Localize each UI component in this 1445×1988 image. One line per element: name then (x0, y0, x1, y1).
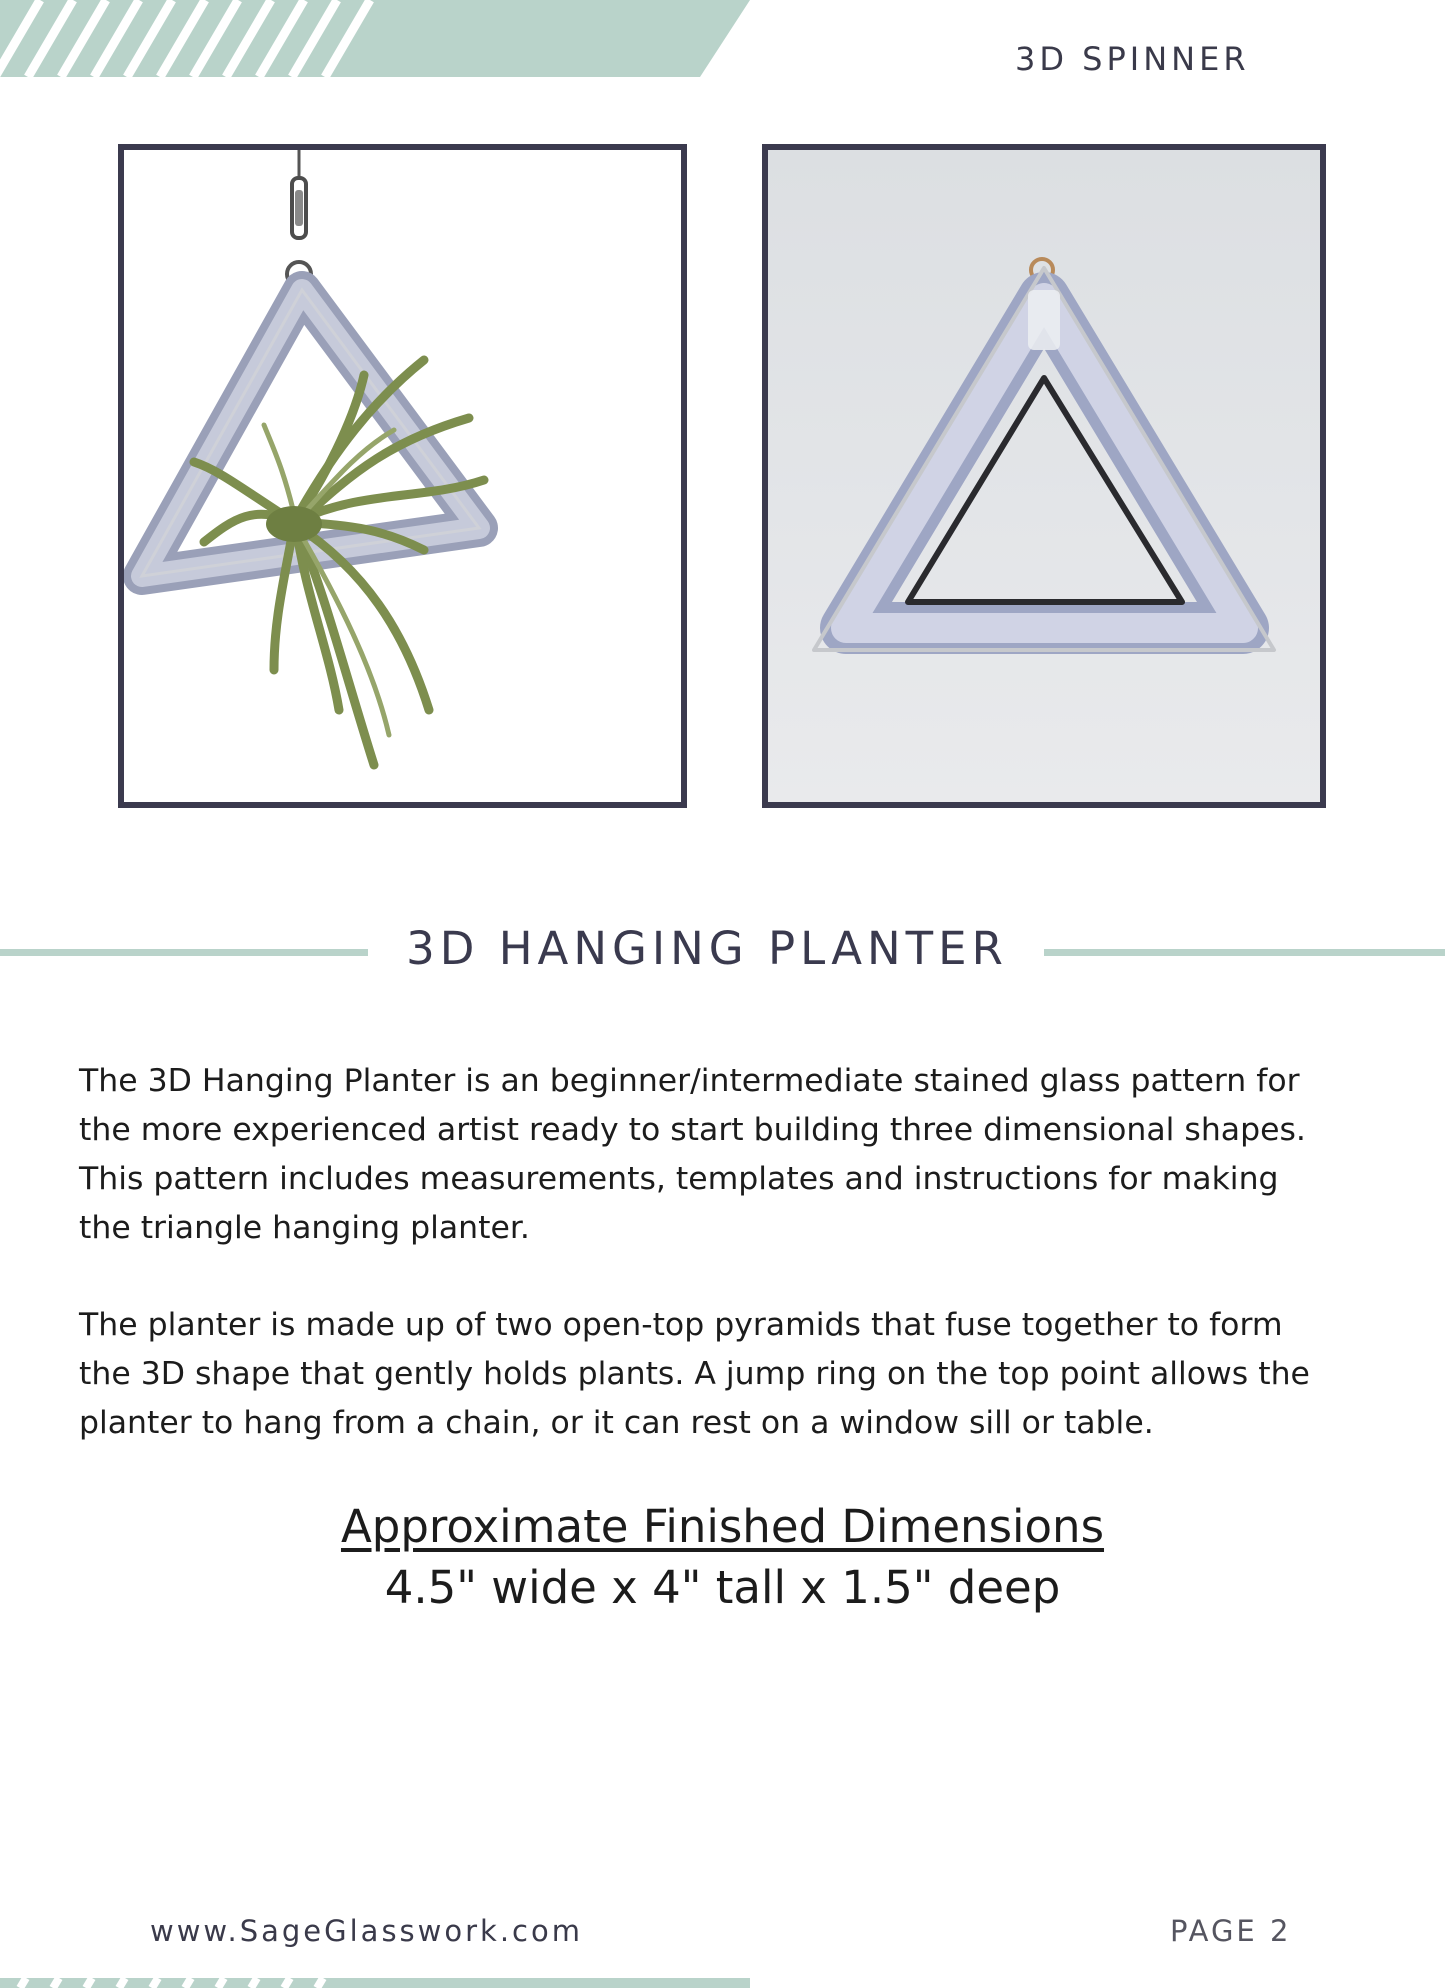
section-rule-left (0, 949, 368, 956)
description-paragraph-1 (79, 1057, 1379, 1253)
footer-website-link[interactable]: www.SageGlasswork.com (150, 1914, 583, 1948)
section-rule-right (1044, 949, 1445, 956)
footer-banner (0, 1978, 750, 1988)
header-banner (0, 0, 750, 77)
description-paragraph-2 (79, 1301, 1379, 1448)
page-number: PAGE 2 (1170, 1914, 1292, 1948)
paragraph-line: the 3D shape that gently holds plants. A jump ring on the top point allows the (79, 1356, 1310, 1392)
paragraph-line: The planter is made up of two open-top pyramids that fuse together to form (79, 1307, 1283, 1343)
section-title: 3D HANGING PLANTER (406, 922, 1008, 975)
paragraph-line: the more experienced artist ready to start building three dimensional shapes. (79, 1112, 1306, 1148)
planter-standing-image (768, 150, 1320, 802)
planter-photo-hanging (118, 144, 687, 808)
paragraph-line: the triangle hanging planter. (79, 1210, 530, 1246)
planter-photo-standing (762, 144, 1326, 808)
header-title: 3D SPINNER (1015, 40, 1250, 78)
dimensions-value: 4.5" wide x 4" tall x 1.5" deep (384, 1561, 1061, 1614)
paragraph-line: The 3D Hanging Planter is an beginner/intermediate stained glass pattern for (79, 1063, 1300, 1099)
paragraph-line: planter to hang from a chain, or it can rest on a window sill or table. (79, 1405, 1154, 1441)
planter-hanging-image (124, 150, 681, 802)
dimensions-heading: Approximate Finished Dimensions (340, 1500, 1105, 1553)
paragraph-line: This pattern includes measurements, templates and instructions for making (79, 1161, 1279, 1197)
